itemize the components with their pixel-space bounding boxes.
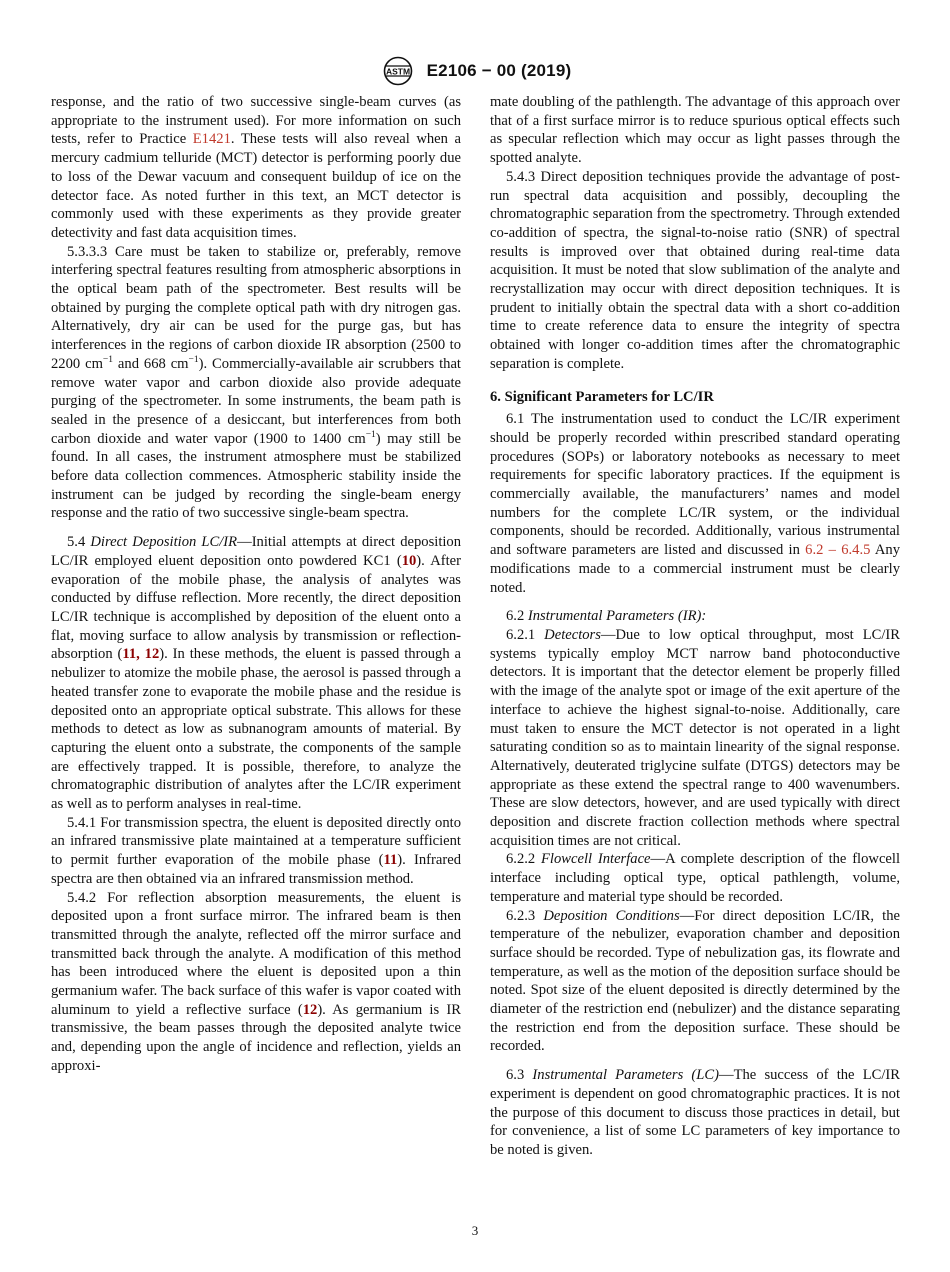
paragraph-6-2-2: 6.2.2 Flowcell Interface—A complete description of the flowcell interface including optical type, optical pathlength, volume, temperature and material type should be recorded. — [490, 851, 901, 905]
paragraph-5-4-3: 5.4.3 Direct deposition techniques provide the advantage of post-run spectral data acquisition and possibly, decoupling the chromatographic separation from the spectrometry. Through extended co-addition of spectra, the signal-to-noise ratio (SNR) of spectral results is improved over that obtained during real-time data acquisition. It must be noted that slow sublimation of the analyte and recrystallization may occur with direct deposition techniques. It is prudent to initially obtain the spectral data with a short co-addition time to create reference data to ensure the integrity of spectra obtained with longer co-addition times after the chromatographic separation is complete. — [490, 168, 900, 372]
paragraph-5-4-1: 5.4.1 For transmission spectra, the eluent is deposited directly onto an infrared transmissive plate maintained at a temperature sufficient to permit further evaporation of the mobile phase (11). Infrared spectra are then obtained via an infrared transmission method. — [51, 814, 461, 887]
ref-link-11-12[interactable]: 11, 12 — [122, 646, 160, 663]
paragraph-5-4-2: 5.4.2 For reflection absorption measurements, the eluent is deposited upon a front surface mirror. The infrared beam is then transmitted through the analyte, reflected off the mirror surface and transmitted back through the analyte. A modification of this method has been introduced where the eluent is deposited upon a thin germanium wafer. The back surface of this wafer is vapor coated with aluminum to yield a reflective surface (12). As germanium is IR transmissive, the beam passes through the deposited analyte twice and, depending upon the angle of incidence and reflection, yields an approxi- — [51, 889, 461, 1074]
logo-lettering: ASTM — [385, 66, 410, 77]
paragraph-6-1: 6.1 The instrumentation used to conduct the LC/IR experiment should be properly recorded within prescribed standard operating procedures (SOPs) or laboratory notebooks as necessary to meet requirements for specific laboratory practices. If the equipment is commercially available, the manufacturers’ names and model numbers for the complete LC/IR system, or the individual components, should be recorded. Additionally, various instrumental and software parameters are listed and discussed in 6.2 – 6.4.5 Any modifications made to a commercial instrument must be clearly noted. — [490, 411, 901, 596]
page-header — [0, 56, 950, 86]
standard-designation: E2106 − 00 (2019) — [426, 61, 572, 80]
ref-link-11[interactable]: 11 — [383, 852, 398, 869]
paragraph-continued: response, and the ratio of two successive single-beam curves (as appropriate to the instrument used). For more information on such tests, refer to Practice E1421. These tests will also reveal when a mercury cadmium telluride (MCT) detector is performing poorly due to loss of the Dewar vacuum and consequent buildup of ice on the detector face. As noted further in this text, an MCT detector is commonly used with these experiments as they provide greater detectivity and fast data acquisition times. — [51, 94, 461, 241]
paragraph-6-2-3: 6.2.3 Deposition Conditions—For direct deposition LC/IR, the temperature of the nebulizer, evaporation chamber and deposition surface should be recorded. Type of nebulization gas, its flowrate and temperature, as well as the motion of the deposition surface should be noted. Spot size of the eluent deposited is directly determined by the diameter of the restriction end (nebulizer) and the distance separating the restriction end from the deposition surface. These should be recorded. — [490, 907, 900, 1055]
paragraph-6-2-1: 6.2.1 Detectors—Due to low optical throughput, most LC/IR systems typically employ MCT narrow band photoconductive detectors. It is important that the detector element be properly filled with the image of the analyte spot or image of the exit aperture of the interface to achieve the highest signal-to-noise. Additionally, care must taken to ensure the MCT detector is not operated in a light saturating condition so as to maintain linearity of the signal response. Alternatively, deuterated triglycine sulfate (DTGS) detectors may be appropriate as these extend the spectral range to 400 wavenumbers. These are slow detectors, however, and are used typically with direct deposition and discrete fraction collection methods where spectral acquisition times are not critical. — [490, 626, 900, 849]
paragraph-6-3: 6.3 Instrumental Parameters (LC)—The success of the LC/IR experiment is dependent on good chromatographic practices. It is not the purpose of this document to discuss those practices in detail, but for convenience, a list of some LC parameters of key importance to be noted is given. — [490, 1067, 900, 1158]
link-section-range[interactable]: 6.2 – 6.4.5 — [805, 542, 871, 559]
section-heading-6: 6. Significant Parameters for LC/IR — [490, 388, 714, 405]
page-number: 3 — [471, 1223, 479, 1238]
right-column — [490, 93, 900, 1160]
paragraph-continued-right: mate doubling of the pathlength. The advantage of this approach over that of a first surface mirror is to reduce spurious optical effects such as specular reflection which may occur as light passes through the spotted analyte. — [490, 94, 900, 167]
paragraph-5-3-3-3: 5.3.3.3 Care must be taken to stabilize or, preferably, remove interfering spectral features resulting from atmospheric absorptions in the optical beam path of the spectrometer. Best results will be obtained by purging the complete optical path with dry nitrogen gas. Alternatively, dry air can be used for the purge gas, but has interferences in the regions of carbon dioxide IR absorption (2500 to 2200 $cm^{-1}$ and 668 $cm^{-1}$). Commercially-available air scrubbers that remove water vapor and carbon dioxide also provide adequate purging of the spectrometer. In some instruments, the beam path is sealed in the presence of a desiccant, but interferences from both carbon dioxide and water vapor (1900 to 1400 $cm^{-1}$) may still be found. In all cases, the instrument atmosphere must be stabilized before data collection commences. Atmospheric stability inside the instrument can be judged by recording the single-beam energy response and the ratio of two successive single-beam spectra. — [51, 243, 461, 522]
ref-link-10[interactable]: 10 — [401, 552, 417, 569]
astm-logo-icon — [379, 56, 417, 86]
link-e1421[interactable]: E1421 — [192, 131, 231, 148]
ref-link-12[interactable]: 12 — [302, 1001, 318, 1018]
paragraph-6-2: 6.2 Instrumental Parameters (IR): — [506, 608, 707, 625]
left-column — [51, 93, 461, 1076]
paragraph-5-4: 5.4 Direct Deposition LC/IR—Initial attempts at direct deposition LC/IR employed eluent deposition onto powdered KC1 (10). After evaporation of the mobile phase, the analysis of analytes was conducted by diffuse reflection. More recently, the direct deposition LC/IR technique is accomplished by deposition of the eluent onto a flat, moving surface to allow analysis by transmission or reflection-absorption (11, 12). In these methods, the eluent is passed through a nebulizer to atomize the mobile phase, the aerosol is passed through a heated transfer zone to evaporate the mobile phase and the residue is deposited onto an appropriate optical substrate. This allows for these methods to detect as low as subnanogram amounts of material. By capturing the eluent onto a substrate, the components of the sample are effectively trapped. It is possible, therefore, to analyze the chromatographic distribution of analytes after the LC/IR experiment as well as to perform analyses in real-time. — [51, 534, 462, 813]
